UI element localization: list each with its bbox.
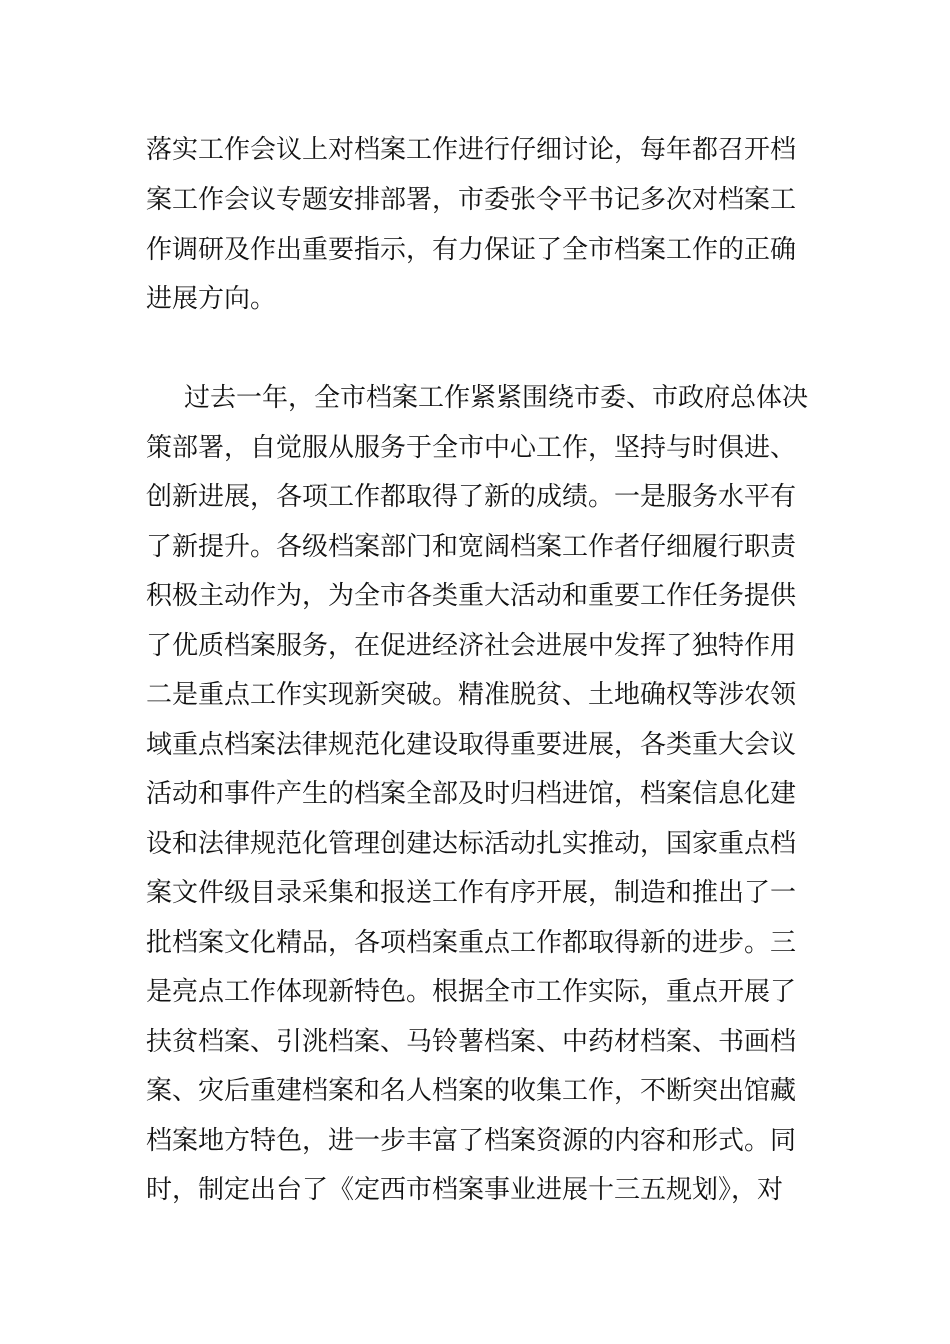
paragraph-2-line-12: 批档案文化精品，各项档案重点工作都取得新的进步。三	[146, 928, 797, 958]
paragraph-2-line-3: 创新进展，各项工作都取得了新的成绩。一是服务水平有	[146, 482, 797, 512]
paragraph-1-line-4: 进展方向。	[146, 284, 277, 314]
paragraph-1-line-3: 作调研及作出重要指示，有力保证了全市档案工作的正确	[146, 235, 797, 265]
paragraph-2-line-11: 案文件级目录采集和报送工作有序开展，制造和推出了一	[146, 878, 797, 908]
paragraph-2-line-7: 二是重点工作实现新突破。精准脱贫、土地确权等涉农领	[146, 680, 797, 710]
paragraph-2-line-9: 活动和事件产生的档案全部及时归档进馆，档案信息化建	[146, 779, 797, 809]
paragraph-2-line-5: 积极主动作为，为全市各类重大活动和重要工作任务提供	[146, 581, 797, 611]
paragraph-2-line-13: 是亮点工作体现新特色。根据全市工作实际，重点开展了	[146, 977, 797, 1007]
paragraph-2-line-14: 扶贫档案、引洮档案、马铃薯档案、中药材档案、书画档	[146, 1027, 797, 1057]
paragraph-2-line-1: 过去一年，全市档案工作紧紧围绕市委、市政府总体决	[184, 383, 809, 413]
paragraph-1-line-1: 落实工作会议上对档案工作进行仔细讨论，每年都召开档	[146, 135, 797, 165]
paragraph-2-line-8: 域重点档案法律规范化建设取得重要进展，各类重大会议	[146, 730, 797, 760]
paragraph-2-line-2: 策部署，自觉服从服务于全市中心工作，坚持与时俱进、	[146, 433, 797, 463]
paragraph-2-line-10: 设和法律规范化管理创建达标活动扎实推动，国家重点档	[146, 829, 797, 859]
paragraph-2-line-15: 案、灾后重建档案和名人档案的收集工作，不断突出馆藏	[146, 1076, 797, 1106]
paragraph-2-line-4: 了新提升。各级档案部门和宽阔档案工作者仔细履行职责	[146, 532, 797, 562]
paragraph-2-line-17: 时，制定出台了《定西市档案事业进展十三五规划》，对	[146, 1175, 784, 1205]
paragraph-2-line-6: 了优质档案服务，在促进经济社会进展中发挥了独特作用	[146, 631, 797, 661]
paragraph-2-line-16: 档案地方特色，进一步丰富了档案资源的内容和形式。同	[146, 1126, 797, 1156]
paragraph-1-line-2: 案工作会议专题安排部署，市委张令平书记多次对档案工	[146, 185, 797, 215]
